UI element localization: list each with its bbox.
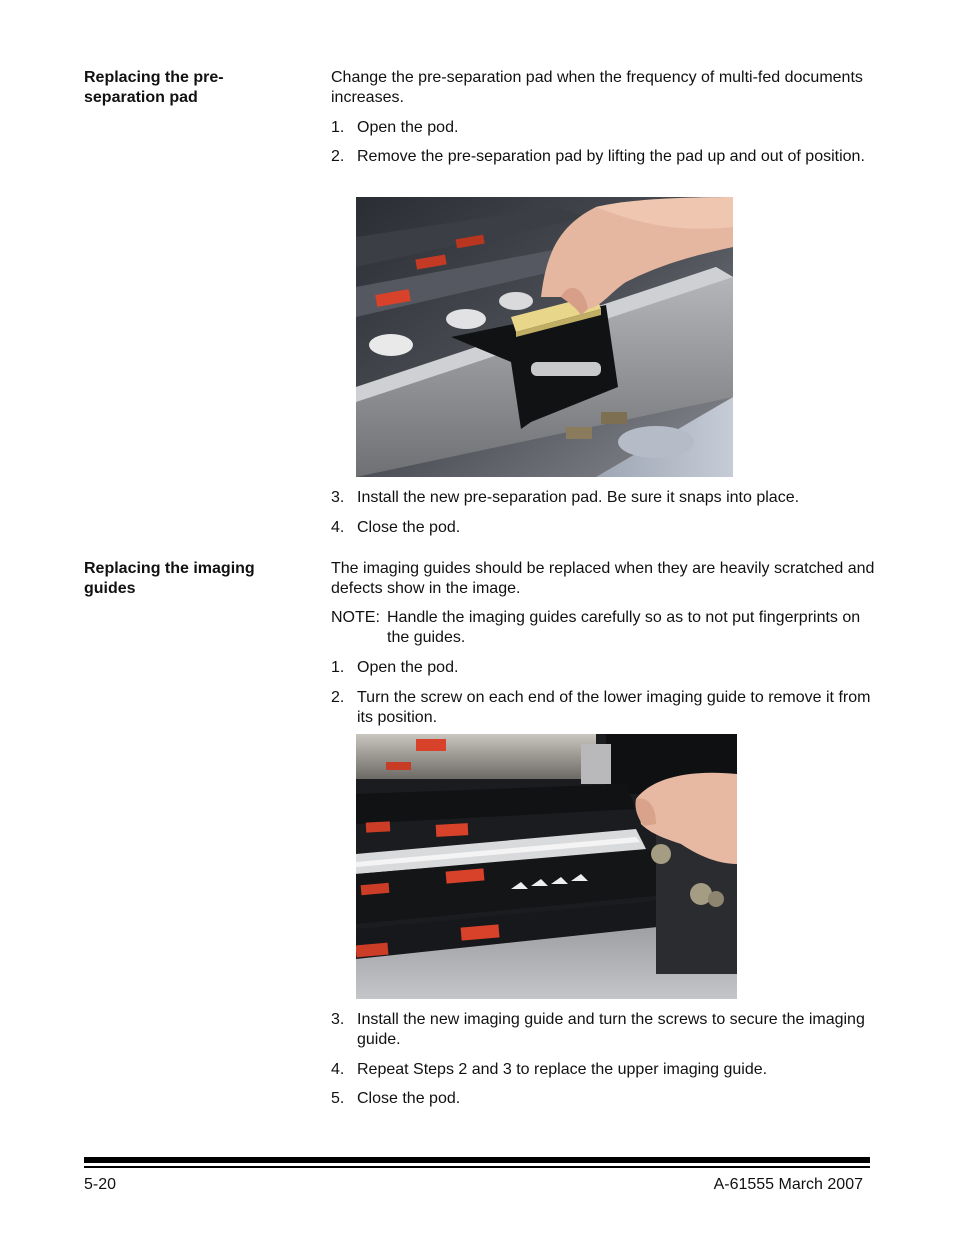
step-number: 1. [331, 659, 345, 676]
section-heading-imaging-guides: Replacing the imaging guides [84, 560, 255, 597]
section-intro-pre-separation-pad: Change the pre-separation pad when the frequency of multi-fed documents increases. [331, 69, 863, 106]
note-text: Handle the imaging guides carefully so as to not put fingerprints on the guides. [387, 609, 861, 646]
page-number: 5-20 [84, 1176, 117, 1193]
step-text: Repeat Steps 2 and 3 to replace the upper imaging guide. [357, 1061, 768, 1078]
step-text: Close the pod. [357, 1090, 461, 1107]
footer-rule-thick [84, 1157, 870, 1163]
list-item [331, 688, 876, 728]
step-number: 4. [331, 519, 345, 536]
list-item [331, 147, 876, 167]
note-label: NOTE: [331, 609, 380, 626]
list-item [331, 1060, 876, 1080]
step-number: 4. [331, 1061, 345, 1078]
step-text: Open the pod. [357, 659, 459, 676]
step-text: Close the pod. [357, 519, 461, 536]
step-number: 3. [331, 1011, 345, 1028]
section-intro-imaging-guides: The imaging guides should be replaced when they are heavily scratched and defects show in the image. [331, 560, 875, 597]
step-text: Remove the pre-separation pad by lifting the pad up and out of position. [357, 148, 865, 165]
step-text: Turn the screw on each end of the lower imaging guide to remove it from its position. [357, 689, 871, 726]
step-text: Install the new imaging guide and turn the screws to secure the imaging guide. [357, 1011, 865, 1048]
step-number: 5. [331, 1090, 345, 1107]
list-item [331, 518, 876, 538]
pre-separation-pad-photo [356, 197, 733, 477]
list-item [331, 658, 876, 678]
list-item [331, 118, 876, 138]
step-text: Open the pod. [357, 119, 459, 136]
section-heading-pre-separation-pad: Replacing the pre- separation pad [84, 69, 224, 106]
step-number: 1. [331, 119, 345, 136]
step-number: 2. [331, 148, 345, 165]
step-text: Install the new pre-separation pad. Be sure it snaps into place. [357, 489, 800, 506]
document-id: A-61555 March 2007 [713, 1176, 863, 1193]
footer-rule-thin [84, 1166, 870, 1168]
step-number: 2. [331, 689, 345, 706]
imaging-guide-photo [356, 734, 737, 999]
list-item [331, 1089, 876, 1109]
note [331, 608, 876, 648]
list-item [331, 488, 876, 508]
list-item [331, 1010, 876, 1050]
step-number: 3. [331, 489, 345, 506]
